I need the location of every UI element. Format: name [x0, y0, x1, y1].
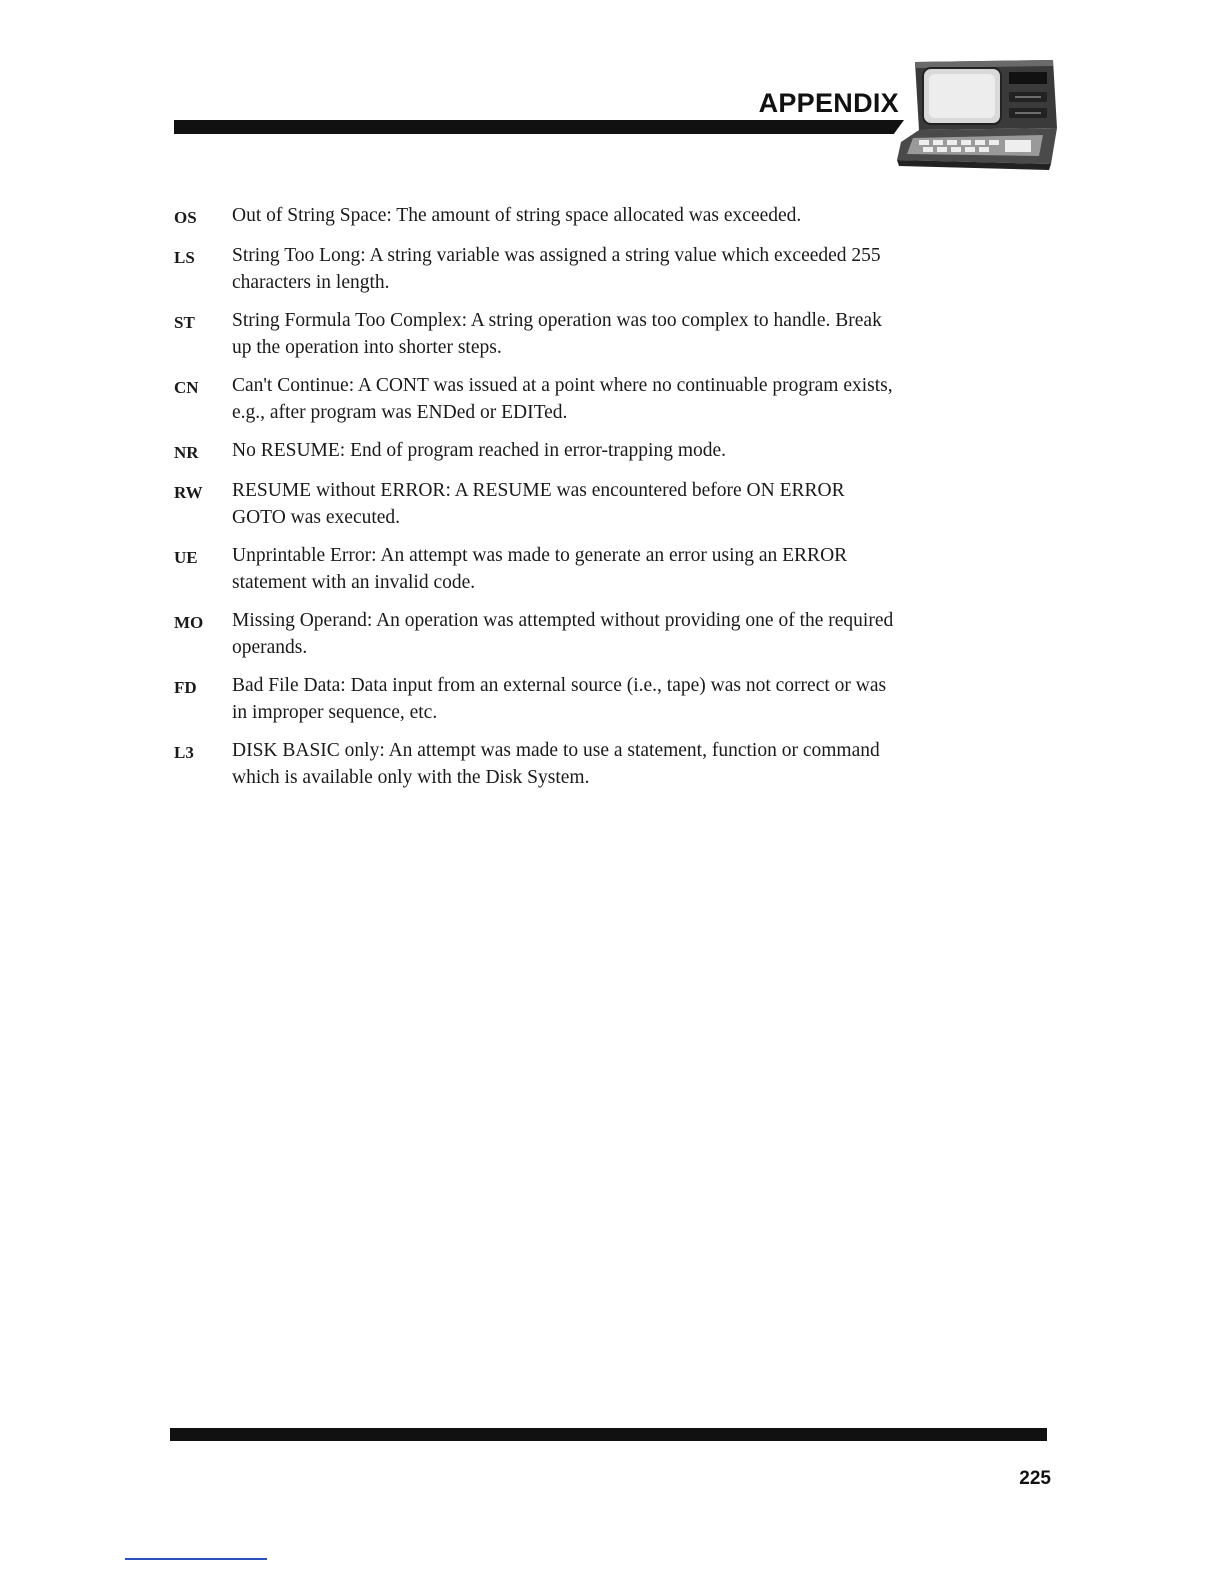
error-description: Out of String Space: The amount of string space allocated was exceeded. [232, 205, 802, 226]
error-code: ST [174, 313, 195, 332]
top-rule [174, 120, 904, 134]
error-code: RW [174, 483, 203, 502]
page-number: 225 [1019, 1468, 1051, 1489]
error-description: Missing Operand: An operation was attempted without providing one of the required operands. [232, 610, 894, 658]
error-code: UE [174, 548, 198, 567]
error-entry-cn [174, 372, 894, 426]
error-description: DISK BASIC only: An attempt was made to use a statement, function or command which is available only with the Disk System. [232, 740, 880, 788]
error-entry-rw [174, 477, 894, 531]
error-code-list [174, 202, 894, 802]
error-entry-ue [174, 542, 894, 596]
error-description: Unprintable Error: An attempt was made to generate an error using an ERROR statement with an invalid code. [232, 545, 848, 593]
error-code: L3 [174, 743, 194, 762]
page-heading: APPENDIX [758, 88, 899, 118]
error-entry-ls [174, 242, 894, 296]
error-code: NR [174, 443, 199, 462]
error-description: No RESUME: End of program reached in error-trapping mode. [232, 440, 727, 461]
error-code: CN [174, 378, 199, 397]
error-code: FD [174, 678, 197, 697]
error-description: String Too Long: A string variable was assigned a string value which exceeded 255 characters in length. [232, 245, 881, 293]
error-description: Can't Continue: A CONT was issued at a point where no continuable program exists, e.g., after program was ENDed or EDITed. [232, 375, 893, 423]
error-entry-os [174, 202, 894, 231]
error-code: MO [174, 613, 204, 632]
bottom-rule [170, 1428, 1047, 1441]
error-code: OS [174, 208, 197, 227]
computer-icon [893, 56, 1063, 176]
error-description: Bad File Data: Data input from an external source (i.e., tape) was not correct or was in improper sequence, etc. [232, 675, 887, 723]
error-description: String Formula Too Complex: A string operation was too complex to handle. Break up the operation into shorter steps. [232, 310, 882, 358]
error-code: LS [174, 248, 195, 267]
error-entry-fd [174, 672, 894, 726]
scan-mark [125, 1558, 267, 1560]
error-entry-st [174, 307, 894, 361]
error-description: RESUME without ERROR: A RESUME was encountered before ON ERROR GOTO was executed. [232, 480, 845, 528]
error-entry-l3 [174, 737, 894, 791]
error-entry-mo [174, 607, 894, 661]
error-entry-nr [174, 437, 894, 466]
